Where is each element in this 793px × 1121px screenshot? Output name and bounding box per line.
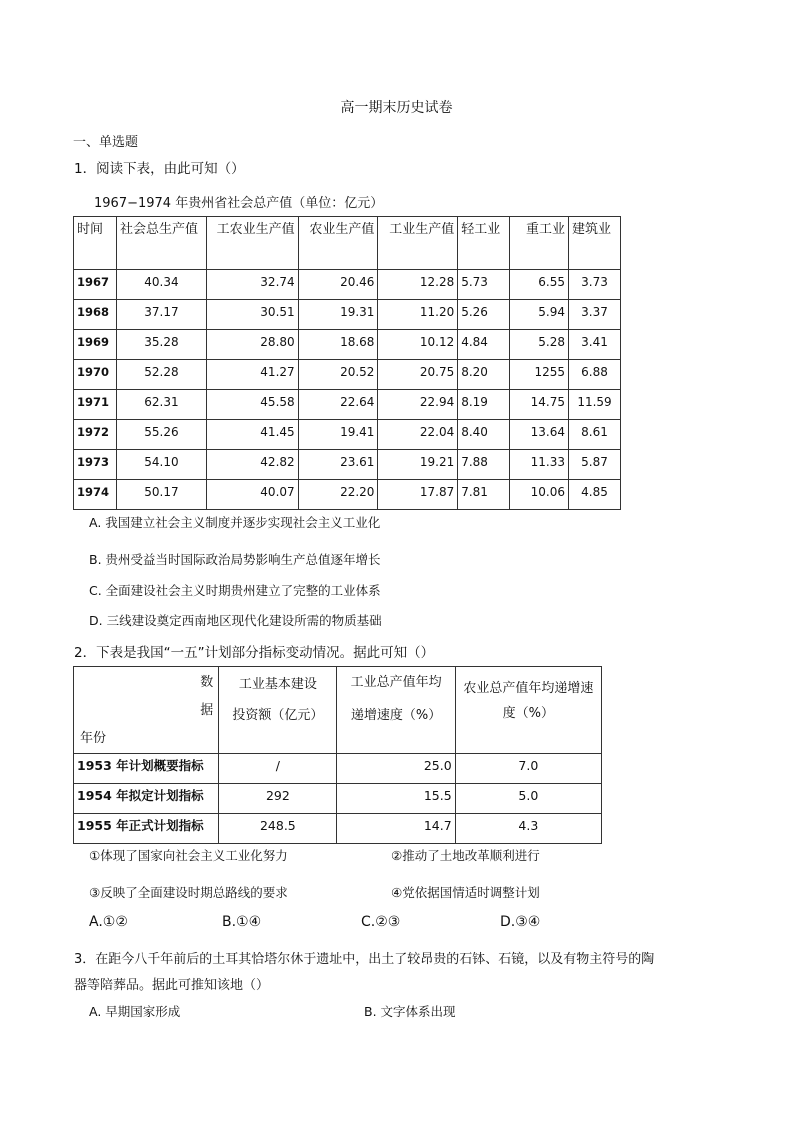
data-cell: 11.59 xyxy=(569,390,621,420)
corner-header-year: 年份 xyxy=(80,731,107,746)
year-cell: 1953 年计划概要指标 xyxy=(74,754,219,784)
data-cell: 8.20 xyxy=(458,360,510,390)
header-cell: 工业生产值 xyxy=(378,217,458,270)
data-cell: 5.26 xyxy=(458,300,510,330)
q2-option-a: A.①② xyxy=(89,914,128,930)
q2-statement-2: ②推动了土地改革顺利进行 xyxy=(391,848,540,863)
header-line: 农业总产值年均递增速 xyxy=(463,681,594,696)
q2-statement-3: ③反映了全面建设时期总路线的要求 xyxy=(89,885,288,900)
data-cell: / xyxy=(219,754,337,784)
table-caption: 1967−1974 年贵州省社会总产值（单位：亿元） xyxy=(94,196,384,211)
table-header-row xyxy=(74,217,621,270)
data-cell: 292 xyxy=(219,784,337,814)
data-cell: 7.88 xyxy=(458,450,510,480)
year-cell: 1967 xyxy=(74,270,117,300)
header-cell: 时间 xyxy=(74,217,117,270)
q2-option-d: D.③④ xyxy=(500,914,541,930)
data-cell: 22.20 xyxy=(298,480,378,510)
data-cell: 11.20 xyxy=(378,300,458,330)
table-row xyxy=(74,450,621,480)
corner-header-cell xyxy=(74,667,219,754)
data-cell: 7.81 xyxy=(458,480,510,510)
data-cell: 4.3 xyxy=(455,814,601,844)
year-cell: 1971 xyxy=(74,390,117,420)
table-row xyxy=(74,330,621,360)
header-line: 递增速度（%） xyxy=(350,708,442,723)
year-cell: 1968 xyxy=(74,300,117,330)
data-cell: 248.5 xyxy=(219,814,337,844)
data-cell: 3.73 xyxy=(569,270,621,300)
table-row xyxy=(74,390,621,420)
table-row xyxy=(74,814,602,844)
data-cell: 18.68 xyxy=(298,330,378,360)
data-cell: 28.80 xyxy=(206,330,298,360)
data-cell: 7.0 xyxy=(455,754,601,784)
data-cell: 6.88 xyxy=(569,360,621,390)
data-cell: 5.87 xyxy=(569,450,621,480)
data-cell: 25.0 xyxy=(337,754,455,784)
year-cell: 1969 xyxy=(74,330,117,360)
data-cell: 5.73 xyxy=(458,270,510,300)
data-cell: 8.61 xyxy=(569,420,621,450)
data-cell: 19.21 xyxy=(378,450,458,480)
data-cell: 8.19 xyxy=(458,390,510,420)
header-cell xyxy=(455,667,601,754)
data-cell: 37.17 xyxy=(116,300,206,330)
data-cell: 52.28 xyxy=(116,360,206,390)
data-cell: 4.85 xyxy=(569,480,621,510)
header-cell xyxy=(219,667,337,754)
corner-header-mid: 据 xyxy=(200,703,214,718)
plan-indicators-table xyxy=(73,666,602,844)
data-cell: 62.31 xyxy=(116,390,206,420)
data-cell: 19.31 xyxy=(298,300,378,330)
data-cell: 14.7 xyxy=(337,814,455,844)
data-cell: 3.37 xyxy=(569,300,621,330)
question-1-stem: 1．阅读下表，由此可知（） xyxy=(74,161,245,177)
data-cell: 41.27 xyxy=(206,360,298,390)
question-3-stem-line-1: 3．在距今八千年前后的土耳其恰塔尔休于遗址中，出土了较昂贵的石钵、石镜，以及有物主符号的陶 xyxy=(74,952,655,967)
table-row xyxy=(74,480,621,510)
header-cell xyxy=(337,667,455,754)
data-cell: 55.26 xyxy=(116,420,206,450)
q2-option-c: C.②③ xyxy=(361,914,401,930)
data-cell: 5.28 xyxy=(510,330,569,360)
table-header-row xyxy=(74,667,602,754)
header-cell: 工农业生产值 xyxy=(206,217,298,270)
q2-option-b: B.①④ xyxy=(222,914,262,930)
data-cell: 22.04 xyxy=(378,420,458,450)
data-cell: 45.58 xyxy=(206,390,298,420)
q2-statement-4: ④党依据国情适时调整计划 xyxy=(391,885,540,900)
data-cell: 10.12 xyxy=(378,330,458,360)
data-cell: 54.10 xyxy=(116,450,206,480)
data-cell: 6.55 xyxy=(510,270,569,300)
q3-option-a: A. 早期国家形成 xyxy=(89,1004,181,1019)
data-cell: 14.75 xyxy=(510,390,569,420)
data-cell: 11.33 xyxy=(510,450,569,480)
data-cell: 32.74 xyxy=(206,270,298,300)
q2-statement-1: ①体现了国家向社会主义工业化努力 xyxy=(89,848,288,863)
question-3-stem-line-2: 器等陪葬品。据此可推知该地（） xyxy=(74,978,270,993)
data-cell: 3.41 xyxy=(569,330,621,360)
data-cell: 35.28 xyxy=(116,330,206,360)
q3-option-b: B. 文字体系出现 xyxy=(364,1004,456,1019)
data-cell: 13.64 xyxy=(510,420,569,450)
data-cell: 40.34 xyxy=(116,270,206,300)
q1-option-b: B. 贵州受益当时国际政治局势影响生产总值逐年增长 xyxy=(89,552,381,567)
data-cell: 42.82 xyxy=(206,450,298,480)
data-cell: 15.5 xyxy=(337,784,455,814)
data-cell: 41.45 xyxy=(206,420,298,450)
q1-option-c: C. 全面建设社会主义时期贵州建立了完整的工业体系 xyxy=(89,583,381,598)
year-cell: 1972 xyxy=(74,420,117,450)
data-cell: 30.51 xyxy=(206,300,298,330)
corner-header-top: 数 xyxy=(200,675,214,690)
year-cell: 1954 年拟定计划指标 xyxy=(74,784,219,814)
data-cell: 23.61 xyxy=(298,450,378,480)
data-cell: 40.07 xyxy=(206,480,298,510)
data-cell: 8.40 xyxy=(458,420,510,450)
data-cell: 22.94 xyxy=(378,390,458,420)
header-line: 投资额（亿元） xyxy=(232,708,324,723)
table-row xyxy=(74,300,621,330)
q1-option-d: D. 三线建设奠定西南地区现代化建设所需的物质基础 xyxy=(89,613,382,628)
table-row xyxy=(74,270,621,300)
data-cell: 22.64 xyxy=(298,390,378,420)
table-row xyxy=(74,784,602,814)
header-cell: 建筑业 xyxy=(569,217,621,270)
question-2-stem: 2．下表是我国“一五”计划部分指标变动情况。据此可知（） xyxy=(74,645,435,661)
page-title: 高一期末历史试卷 xyxy=(340,100,453,116)
header-line: 度（%） xyxy=(502,706,555,721)
header-line: 工业基本建设 xyxy=(238,677,317,692)
header-cell: 重工业 xyxy=(510,217,569,270)
data-cell: 20.52 xyxy=(298,360,378,390)
data-cell: 12.28 xyxy=(378,270,458,300)
data-cell: 5.94 xyxy=(510,300,569,330)
data-cell: 19.41 xyxy=(298,420,378,450)
year-cell: 1970 xyxy=(74,360,117,390)
section-heading: 一、单选题 xyxy=(73,135,139,150)
header-line: 工业总产值年均 xyxy=(350,675,442,690)
data-cell: 17.87 xyxy=(378,480,458,510)
data-cell: 5.0 xyxy=(455,784,601,814)
year-cell: 1973 xyxy=(74,450,117,480)
year-cell: 1974 xyxy=(74,480,117,510)
header-cell: 轻工业 xyxy=(458,217,510,270)
table-row xyxy=(74,420,621,450)
data-cell: 20.46 xyxy=(298,270,378,300)
data-cell: 4.84 xyxy=(458,330,510,360)
table-row xyxy=(74,360,621,390)
year-cell: 1955 年正式计划指标 xyxy=(74,814,219,844)
table-row xyxy=(74,754,602,784)
gdp-table xyxy=(73,216,621,510)
header-cell: 农业生产值 xyxy=(298,217,378,270)
data-cell: 20.75 xyxy=(378,360,458,390)
data-cell: 50.17 xyxy=(116,480,206,510)
q1-option-a: A. 我国建立社会主义制度并逐步实现社会主义工业化 xyxy=(89,515,381,530)
data-cell: 10.06 xyxy=(510,480,569,510)
header-cell: 社会总生产值 xyxy=(116,217,206,270)
data-cell: 1255 xyxy=(510,360,569,390)
